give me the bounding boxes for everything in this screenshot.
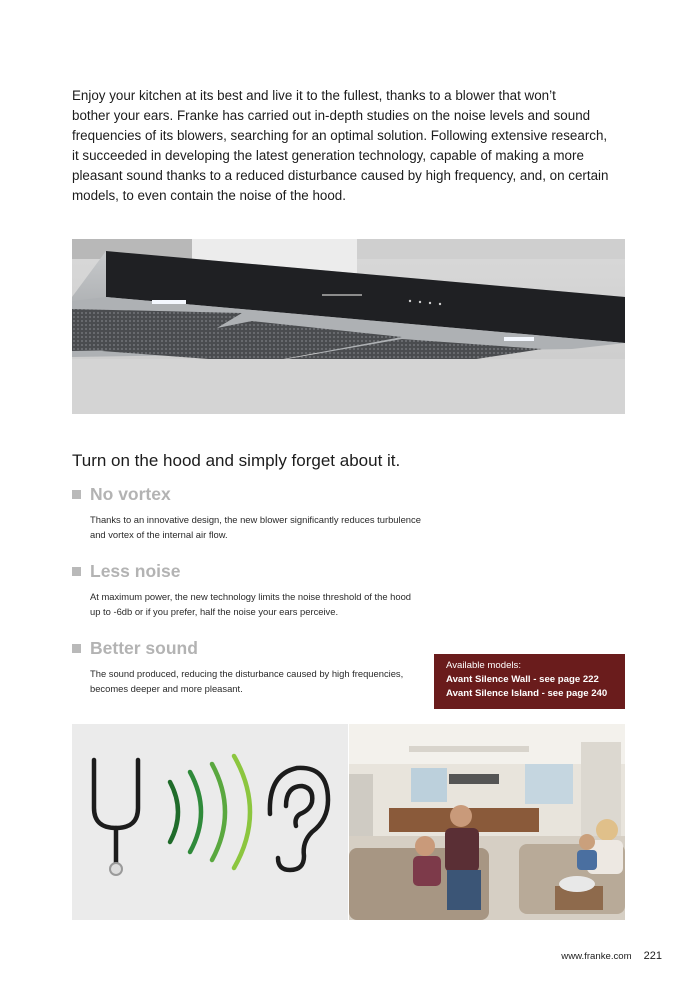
feature-desc-line: becomes deeper and more pleasant. [90,683,243,694]
feature-desc-line: Thanks to an innovative design, the new blower significantly reduces turbulence [90,514,421,525]
living-room-illustration [349,724,625,920]
page-footer [561,950,662,962]
intro-paragraph [72,86,632,206]
ear-icon [270,768,328,870]
feature-desc-line: The sound produced, reducing the disturbance caused by high frequencies, [90,668,404,679]
range-hood-photo [72,239,625,414]
feature-better-sound [72,636,442,696]
feature-no-vortex [72,482,442,542]
intro-line: models, to even contain the noise of the hood. [72,188,346,203]
square-bullet-icon [72,644,81,653]
family-living-room-photo [349,724,625,920]
feature-description [90,512,442,542]
available-models-box [434,654,625,709]
feature-desc-line: and vortex of the internal air flow. [90,529,228,540]
tuning-fork-icon [94,760,138,864]
feature-description [90,666,442,696]
tuning-fork-tip-icon [110,863,122,875]
range-hood-illustration [72,239,625,414]
footer-url[interactable]: www.franke.com [561,951,632,962]
intro-line: bother your ears. Franke has carried out in-depth studies on the noise levels and sound [72,108,591,123]
model-link-island[interactable]: Avant Silence Island - see page 240 [446,688,608,699]
feature-desc-line: At maximum power, the new technology limits the noise threshold of the hood [90,591,412,602]
feature-title: Less noise [90,560,181,581]
intro-line: pleasant sound thanks to a reduced disturbance caused by high frequency, and, on certain [72,168,609,183]
square-bullet-icon [72,490,81,499]
sound-waves-icon [170,756,250,868]
model-link-wall[interactable]: Avant Silence Wall - see page 222 [446,674,599,685]
intro-line: it succeeded in developing the latest generation technology, capable of making a more [72,148,584,163]
models-heading: Available models: [446,660,522,671]
sound-illustration [72,724,348,920]
feature-title: No vortex [90,483,171,504]
intro-line: frequencies of its blowers, searching for an optimal solution. Following extensive research, [72,128,608,143]
feature-less-noise [72,559,442,619]
section-headline: Turn on the hood and simply forget about it. [72,451,401,470]
feature-title: Better sound [90,637,198,658]
page-number: 221 [643,950,662,962]
sound-illustration-panel [72,724,348,920]
feature-desc-line: up to -6db or if you prefer, half the noise your ears perceive. [90,606,339,617]
intro-line: Enjoy your kitchen at its best and live it to the fullest, thanks to a blower that won’t [72,88,556,103]
square-bullet-icon [72,567,81,576]
feature-description [90,589,442,619]
